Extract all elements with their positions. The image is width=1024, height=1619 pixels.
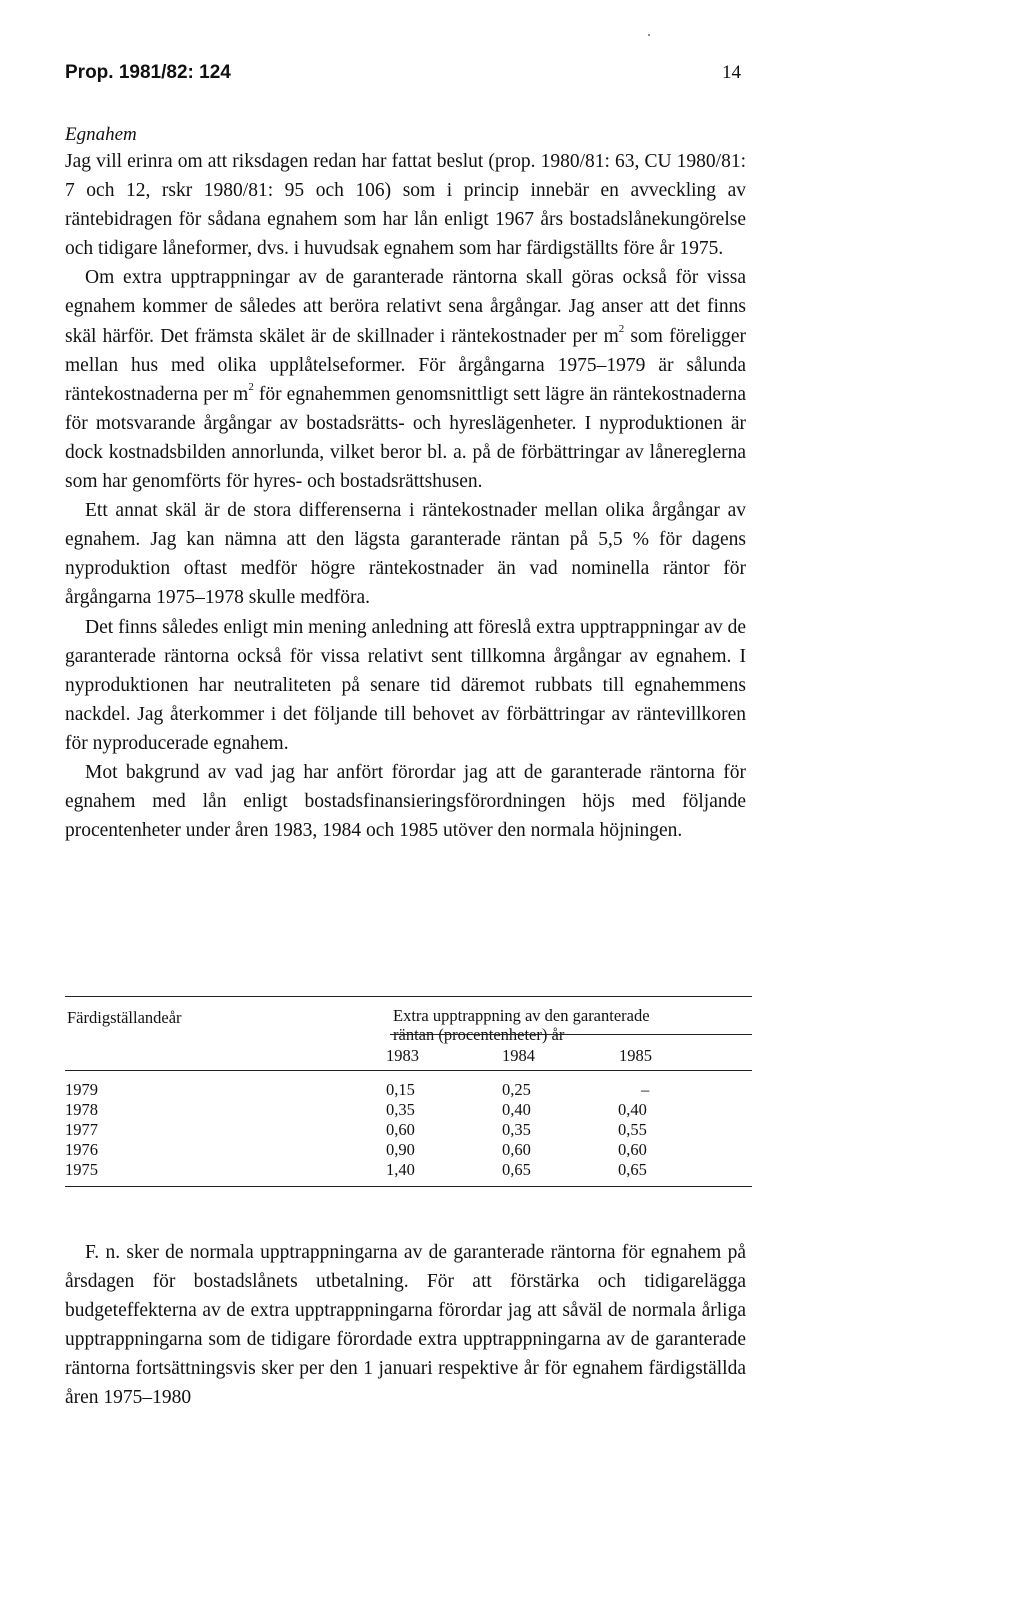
cell-1983: 0,60	[386, 1120, 415, 1139]
paragraph: Jag vill erinra om att riksdagen redan har fattat beslut (prop. 1980/81: 63, CU 1980/81: 7 och 12, rskr 1980/81: 95 och 106) som i princip innebär en avveckling av räntebidragen för sådana egnahem som har lån enligt 1967 års bostadslånekungörelse och tidigare låneformer, dvs. i huvudsak egnahem som har färdigställts före år 1975.	[65, 151, 746, 260]
table-row	[65, 1080, 752, 1100]
section-title: Egnahem	[65, 124, 137, 145]
proposition-reference: Prop. 1981/82: 124	[65, 62, 231, 83]
cell-1985: 0,60	[618, 1140, 647, 1159]
scan-speck	[648, 34, 650, 36]
table-row	[65, 1120, 752, 1140]
header-line: räntan (procentenheter) år	[393, 1025, 565, 1044]
page-number: 14	[722, 62, 741, 83]
cell-1985: –	[641, 1080, 650, 1099]
paragraph: Ett annat skäl är de stora differenserna i räntekostnader mellan olika årgångar av egnahem. Jag kan nämna att den lägsta garanterade räntan på 5,5 % för dagens nyproduktion oftast medför högre räntekostnader än vad nominella räntor för årgångarna 1975–1978 skulle medföra.	[65, 500, 746, 609]
table-row	[65, 1100, 752, 1120]
paragraph: Det finns således enligt min mening anledning att föreslå extra upptrappningar av de garanterade räntorna också för vissa relativt sent tillkomna årgångar av egnahem. I nyproduktionen har neutraliteten på senare tid däremot rubbats till egnahemmens nackdel. Jag återkommer i det följande till behovet av förbättringar av räntevillkoren för nyproducerade egnahem.	[65, 616, 746, 754]
text-run: Om extra upptrappningar av de garanterade räntorna skall göras också för vissa egnahem kommer de således att beröra relativt sena årgångar. Jag anser att det finns skäl härför. Det främsta skälet är de skillnader i räntekostnader per m	[65, 267, 746, 347]
cell-year: 1976	[65, 1140, 98, 1159]
cell-1983: 0,35	[386, 1100, 415, 1119]
body-text	[65, 147, 746, 845]
paragraph: F. n. sker de normala upptrappningarna av de garanterade räntorna för egnahem på årsdagen för bostadslånets utbetalning. För att förstärka och tidigarelägga budgeteffekterna av de extra upptrappningarna förordar jag att såväl de normala årliga upptrappningarna som de tidigare förordade extra upptrappningarna av de garanterade räntorna fortsättningsvis sker per den 1 januari respektive år för egnahem färdigställda åren 1975–1980	[65, 1242, 746, 1409]
year-header-1983: 1983	[386, 1046, 419, 1065]
column-header-upptrappning	[393, 1006, 753, 1044]
cell-1983: 1,40	[386, 1160, 415, 1179]
text-run: som föreligger mellan hus med olika upplåtelseformer. För årgångarna 1975–1979 är sålunda räntekostnaderna per m	[65, 325, 746, 405]
table-bottom-rule	[65, 1186, 752, 1187]
cell-1984: 0,65	[502, 1160, 531, 1179]
table-top-rule	[65, 996, 752, 997]
cell-1984: 0,40	[502, 1100, 531, 1119]
cell-year: 1978	[65, 1100, 98, 1119]
cell-year: 1977	[65, 1120, 98, 1139]
superscript: 2	[618, 323, 625, 336]
year-header-1985: 1985	[619, 1046, 652, 1065]
header-line: Extra upptrappning av den garanterade	[393, 1006, 650, 1025]
column-header-year: Färdigställandeår	[67, 1008, 182, 1027]
cell-year: 1979	[65, 1080, 98, 1099]
cell-year: 1975	[65, 1160, 98, 1179]
cell-1984: 0,60	[502, 1140, 531, 1159]
table-row	[65, 1160, 752, 1180]
cell-1985: 0,40	[618, 1100, 647, 1119]
cell-1984: 0,35	[502, 1120, 531, 1139]
header-subrule	[390, 1034, 752, 1035]
paragraph	[65, 263, 746, 496]
paragraph: Mot bakgrund av vad jag har anfört förordar jag att de garanterade räntorna för egnahem med lån enligt bostadsfinansieringsförordningen höjs med följande procentenheter under åren 1983, 1984 och 1985 utöver den normala höjningen.	[65, 761, 746, 842]
text-run: för egnahemmen genomsnittligt sett lägre än räntekostnaderna för motsvarande årgångar av bostadsrätts- och hyreslägenheter. I nyproduktionen är dock kostnadsbilden annorlunda, vilket beror bl. a. på de förbättringar av lånereglerna som har genomförts för hyres- och bostadsrättshusen.	[65, 383, 746, 493]
header-bottom-rule	[65, 1070, 752, 1071]
page-header	[65, 62, 741, 92]
superscript: 2	[248, 381, 254, 394]
cell-1983: 0,15	[386, 1080, 415, 1099]
cell-1985: 0,65	[618, 1160, 647, 1179]
cell-1983: 0,90	[386, 1140, 415, 1159]
table-row	[65, 1140, 752, 1160]
cell-1984: 0,25	[502, 1080, 531, 1099]
closing-text	[65, 1238, 746, 1413]
year-header-1984: 1984	[502, 1046, 535, 1065]
cell-1985: 0,55	[618, 1120, 647, 1139]
